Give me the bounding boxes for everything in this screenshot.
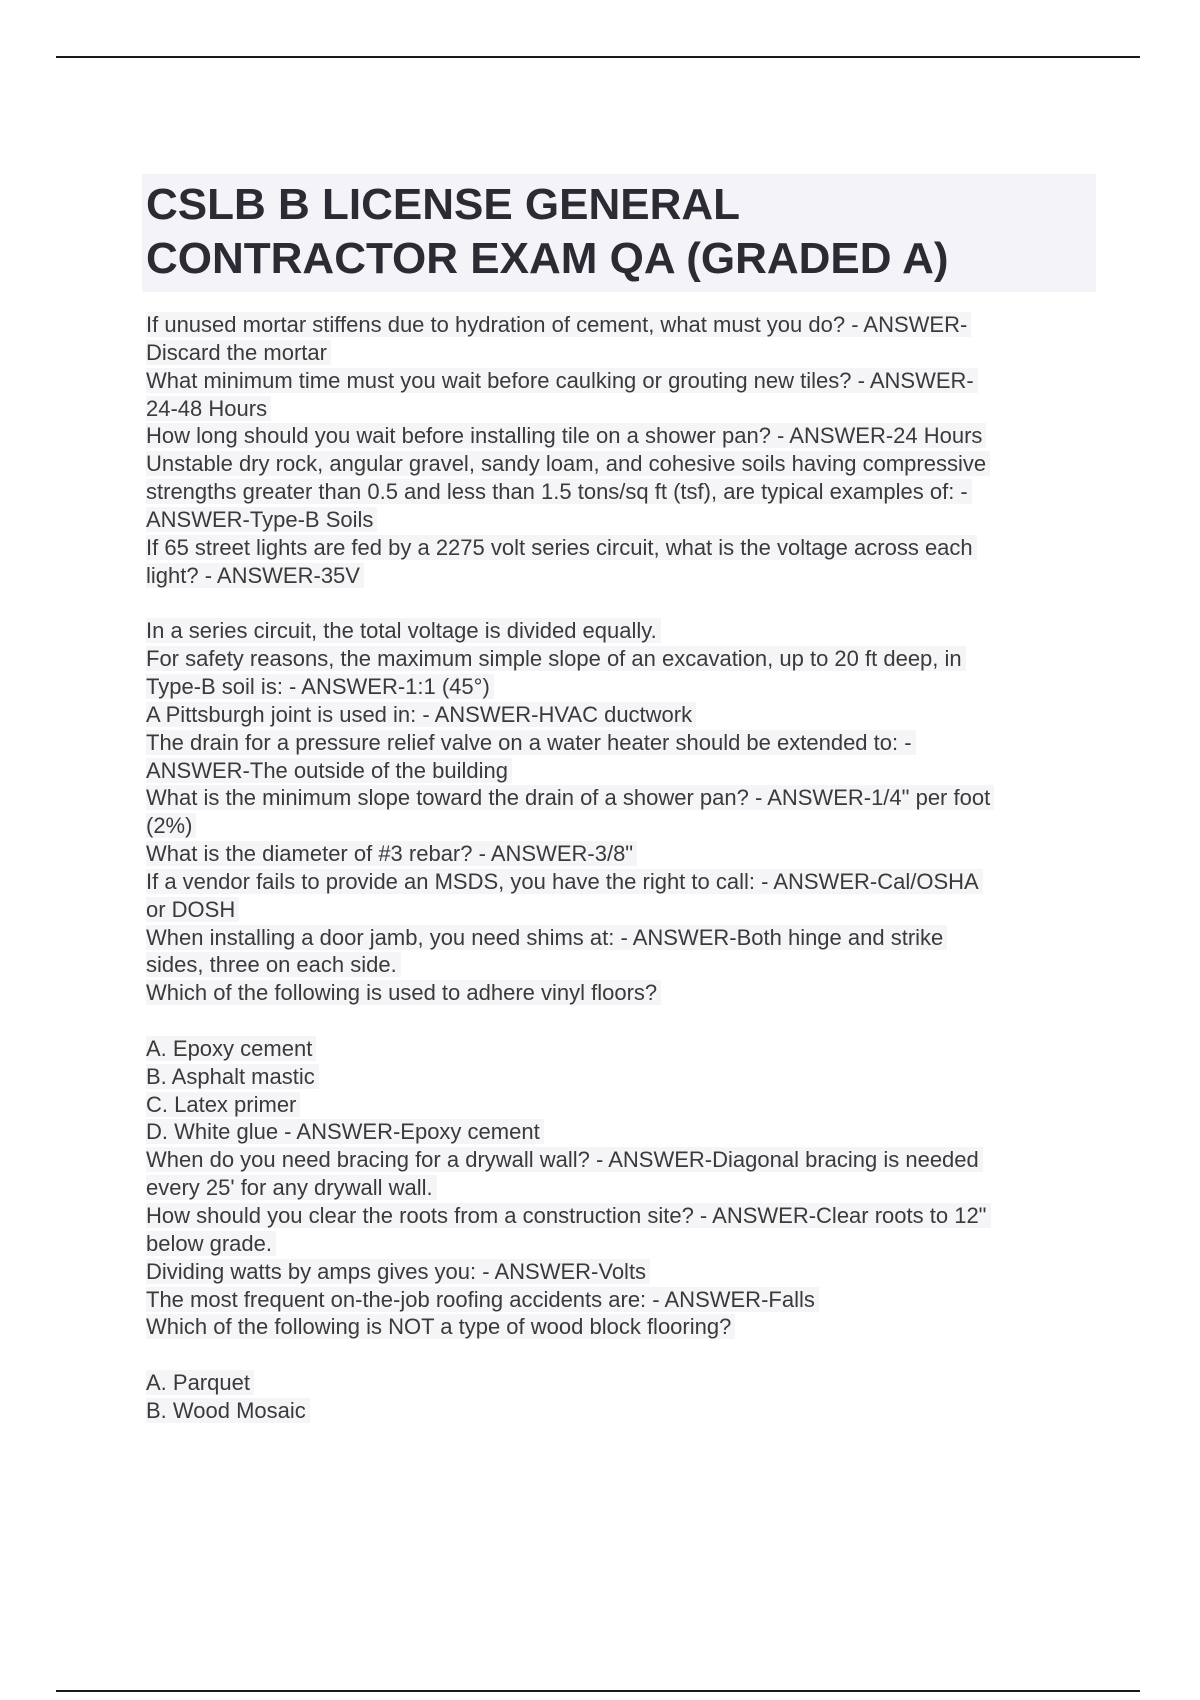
text-line [146, 1286, 1146, 1314]
text-line [146, 311, 1146, 339]
footer-rule [56, 1690, 1140, 1692]
document-body [146, 311, 1146, 1425]
header-rule [56, 56, 1140, 58]
line-text: When installing a door jamb, you need shims at: - ANSWER-Both hinge and strike [146, 925, 947, 950]
line-text: A. Epoxy cement [146, 1036, 316, 1061]
blank-line [146, 1341, 1146, 1369]
text-line [146, 1146, 1146, 1174]
text-line [146, 1035, 1146, 1063]
text-line [146, 645, 1146, 673]
line-text: If 65 street lights are fed by a 2275 volt series circuit, what is the voltage across each [146, 535, 977, 560]
title-block [142, 174, 1096, 292]
line-text: When do you need bracing for a drywall wall? - ANSWER-Diagonal bracing is needed [146, 1147, 983, 1172]
text-line [146, 339, 1146, 367]
text-line [146, 1258, 1146, 1286]
text-line [146, 673, 1146, 701]
text-line [146, 450, 1146, 478]
blank-line [146, 589, 1146, 617]
text-line [146, 1118, 1146, 1146]
text-line [146, 729, 1146, 757]
line-text: light? - ANSWER-35V [146, 563, 364, 588]
line-text: C. Latex primer [146, 1092, 300, 1117]
line-text: Which of the following is NOT a type of wood block flooring? [146, 1314, 735, 1339]
line-text: What is the minimum slope toward the drain of a shower pan? - ANSWER-1/4" per foot [146, 785, 994, 810]
line-text: ANSWER-Type-B Soils [146, 507, 377, 532]
text-line [146, 1202, 1146, 1230]
text-line [146, 840, 1146, 868]
text-line [146, 979, 1146, 1007]
text-line [146, 617, 1146, 645]
text-line [146, 951, 1146, 979]
line-text: Discard the mortar [146, 340, 331, 365]
title-line: CSLB B LICENSE GENERAL [146, 180, 741, 229]
text-line [146, 1230, 1146, 1258]
line-text: sides, three on each side. [146, 952, 401, 977]
line-text: D. White glue - ANSWER-Epoxy cement [146, 1119, 544, 1144]
text-line [146, 1397, 1146, 1425]
text-line [146, 701, 1146, 729]
text-line [146, 395, 1146, 423]
text-line [146, 784, 1146, 812]
line-text: (2%) [146, 813, 196, 838]
text-line [146, 1063, 1146, 1091]
text-line [146, 1313, 1146, 1341]
line-text: The drain for a pressure relief valve on a water heater should be extended to: - [146, 730, 916, 755]
text-line [146, 757, 1146, 785]
line-text: For safety reasons, the maximum simple slope of an excavation, up to 20 ft deep, in [146, 646, 966, 671]
text-line [146, 1369, 1146, 1397]
line-text: What minimum time must you wait before caulking or grouting new tiles? - ANSWER- [146, 368, 978, 393]
document-title [146, 178, 1096, 286]
text-line [146, 506, 1146, 534]
text-line [146, 422, 1146, 450]
line-text: or DOSH [146, 897, 239, 922]
blank-line [146, 1007, 1146, 1035]
text-line [146, 868, 1146, 896]
line-text: Type-B soil is: - ANSWER-1:1 (45°) [146, 674, 494, 699]
text-line [146, 478, 1146, 506]
text-line [146, 896, 1146, 924]
line-text: The most frequent on-the-job roofing accidents are: - ANSWER-Falls [146, 1287, 819, 1312]
line-text: Dividing watts by amps gives you: - ANSWER-Volts [146, 1259, 650, 1284]
line-text: Unstable dry rock, angular gravel, sandy loam, and cohesive soils having compressive [146, 451, 990, 476]
title-line: CONTRACTOR EXAM QA (GRADED A) [146, 234, 949, 283]
line-text: How should you clear the roots from a construction site? - ANSWER-Clear roots to 12" [146, 1203, 991, 1228]
line-text: 24-48 Hours [146, 396, 271, 421]
line-text: B. Wood Mosaic [146, 1398, 310, 1423]
line-text: If unused mortar stiffens due to hydration of cement, what must you do? - ANSWER- [146, 312, 971, 337]
line-text: How long should you wait before installing tile on a shower pan? - ANSWER-24 Hours [146, 423, 986, 448]
line-text: B. Asphalt mastic [146, 1064, 319, 1089]
line-text: In a series circuit, the total voltage is divided equally. [146, 618, 661, 643]
text-line [146, 367, 1146, 395]
text-line [146, 812, 1146, 840]
text-line [146, 924, 1146, 952]
line-text: Which of the following is used to adhere vinyl floors? [146, 980, 661, 1005]
line-text: What is the diameter of #3 rebar? - ANSWER-3/8" [146, 841, 637, 866]
line-text: every 25' for any drywall wall. [146, 1175, 437, 1200]
line-text: If a vendor fails to provide an MSDS, you have the right to call: - ANSWER-Cal/OSHA [146, 869, 983, 894]
line-text: A. Parquet [146, 1370, 254, 1395]
text-line [146, 1091, 1146, 1119]
line-text: A Pittsburgh joint is used in: - ANSWER-HVAC ductwork [146, 702, 696, 727]
text-line [146, 562, 1146, 590]
line-text: below grade. [146, 1231, 276, 1256]
line-text: ANSWER-The outside of the building [146, 758, 512, 783]
line-text: strengths greater than 0.5 and less than 1.5 tons/sq ft (tsf), are typical examples of: - [146, 479, 972, 504]
text-line [146, 1174, 1146, 1202]
text-line [146, 534, 1146, 562]
